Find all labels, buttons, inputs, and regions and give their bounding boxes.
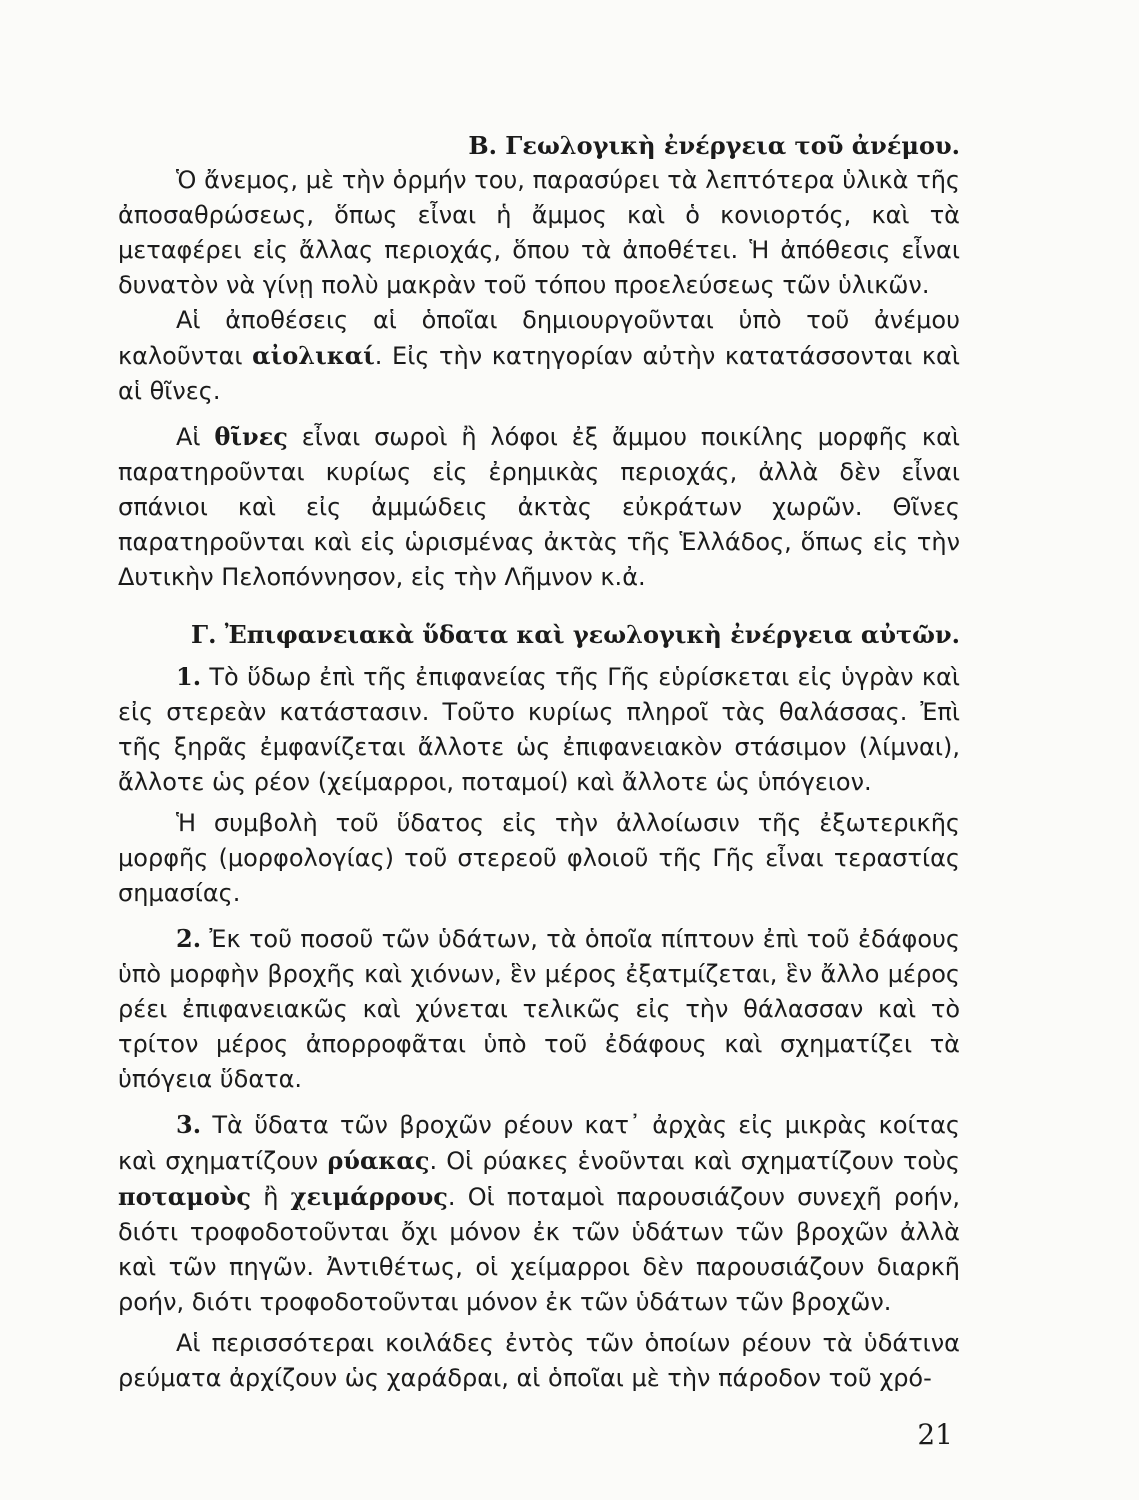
section-g-paragraph-1 [118,659,960,800]
term-streams: ρύακας [327,1146,430,1175]
paragraph-text: Τὸ ὕδωρ ἐπὶ τῆς ἐπιφανείας τῆς Γῆς εὑρίσκεται εἰς ὑγρὰν καὶ εἰς στερεὰν κατάστασιν. Τοῦτο κυρίως πληροῖ τὰς θαλάσσας. Ἐπὶ τῆς ξηρᾶς ἐμφανίζεται ἄλλοτε ὡς ἐπιφανειακὸν στάσιμον (λίμναι), ἄλλοτε ὡς ρέον (χείμαρροι, ποταμοί) καὶ ἄλλοτε ὡς ὑπόγειον. [118,663,960,796]
section-b-paragraph-3 [118,419,960,595]
term-dunes: θῖνες [214,422,288,451]
paragraph-text: Ἐκ τοῦ ποσοῦ τῶν ὑδάτων, τὰ ὁποῖα πίπτουν ἐπὶ τοῦ ἐδάφους ὑπὸ μορφὴν βροχῆς καὶ χιόνων, ἓν μέρος ἐξατμίζεται, ἓν ἄλλο μέρος ρέει ἐπιφανειακῶς καὶ χύνεται τελικῶς εἰς τὴν θάλασσαν καὶ τὸ τρίτον μέρος ἀπορροφᾶται ὑπὸ τοῦ ἐδάφους καὶ σχηματίζει τὰ ὑπόγεια ὕδατα. [118,925,960,1093]
paragraph-text: Αἱ [176,423,215,451]
paragraph-text: Τὰ ὕδατα τῶν βροχῶν ρέουν κατ᾽ ἀρχὰς εἰς μικρὰς κοίτας καὶ σχηματίζουν [118,1111,960,1175]
item-number: 1. [176,662,202,691]
section-g-heading: Γ. Ἐπιφανειακὰ ὕδατα καὶ γεωλογικὴ ἐνέργεια αὐτῶν. [191,620,960,649]
paragraph-text: . Οἱ ρύακες ἑνοῦνται καὶ σχηματίζουν τοὺς [429,1147,960,1175]
section-g-paragraph-2: Ἡ συμβολὴ τοῦ ὕδατος εἰς τὴν ἀλλοίωσιν τῆς ἐξωτερικῆς μορφῆς (μορφολογίας) τοῦ στερεοῦ φλοιοῦ τῆς Γῆς εἶναι τεραστίας σημασίας. [118,809,960,907]
page-number: 21 [917,1418,953,1451]
term-rivers: ποταμοὺς [118,1182,252,1211]
paragraph-text: εἶναι σωροὶ ἢ λόφοι ἐξ ἄμμου ποικίλης μορφῆς καὶ παρατηροῦνται κυρίως εἰς ἐρημικὰς περιοχάς, ἀλλὰ δὲν εἶναι σπάνιοι καὶ εἰς ἀμμώδεις ἀκτὰς εὐκράτων χωρῶν. Θῖνες παρατηροῦνται καὶ εἰς ὡρισμένας ἀκτὰς τῆς Ἑλλάδος, ὅπως εἰς τὴν Δυτικὴν Πελοπόννησον, εἰς τὴν Λῆμνον κ.ἀ. [118,423,961,591]
section-b-heading: Β. Γεωλογικὴ ἐνέργεια τοῦ ἀνέμου. [468,131,960,160]
term-torrents: χειμάρρους [290,1182,448,1211]
section-b-paragraph-2 [118,303,960,409]
section-g-paragraph-5: Αἱ περισσότεραι κοιλάδες ἐντὸς τῶν ὁποίων ρέουν τὰ ὑδάτινα ρεύματα ἀρχίζουν ὡς χαράδραι, αἱ ὁποῖαι μὲ τὴν πάροδον τοῦ χρό- [118,1329,960,1392]
section-g-paragraph-4 [118,1107,960,1320]
section-b-paragraph-1: Ὁ ἄνεμος, μὲ τὴν ὁρμήν του, παρασύρει τὰ λεπτότερα ὑλικὰ τῆς ἀποσαθρώσεως, ὅπως εἶναι ἡ ἄμμος καὶ ὁ κονιορτός, καὶ τὰ μεταφέρει εἰς ἄλλας περιοχάς, ὅπου τὰ ἀποθέτει. Ἡ ἀπόθεσις εἶναι δυνατὸν νὰ γίνῃ πολὺ μακρὰν τοῦ τόπου προελεύσεως τῶν ὑλικῶν. [118,166,960,299]
paragraph-text: . Οἱ ποταμοὶ παρουσιάζουν συνεχῆ ροήν, διότι τροφοδοτοῦνται ὄχι μόνον ἐκ τῶν ὑδάτων τῶν βροχῶν ἀλλὰ καὶ τῶν πηγῶν. Ἀντιθέτως, οἱ χείμαρροι δὲν παρουσιάζουν διαρκῆ ροήν, διότι τροφοδοτοῦνται μόνον ἐκ τῶν ὑδάτων τῶν βροχῶν. [118,1183,960,1316]
paragraph-text: Αἱ ἀποθέσεις αἱ ὁποῖαι δημιουργοῦνται ὑπὸ τοῦ ἀνέμου καλοῦνται [118,306,960,370]
paragraph-text: . Εἰς τὴν κατηγορίαν αὐτὴν κατατάσσονται καὶ αἱ θῖνες. [118,342,960,405]
section-g-paragraph-3 [118,921,960,1097]
item-number: 3. [176,1110,202,1139]
page-body [118,128,960,1488]
term-aeolian: αἰολικαί [252,341,375,370]
paragraph-text: ἢ [251,1183,291,1211]
item-number: 2. [176,924,202,953]
